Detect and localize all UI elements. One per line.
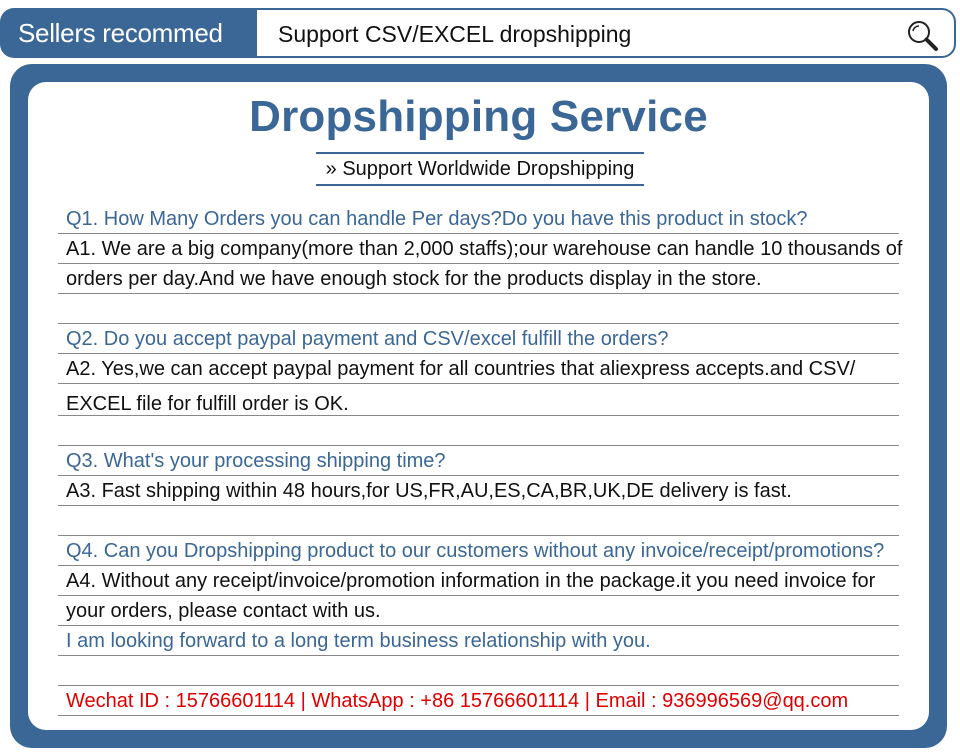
search-icon[interactable] xyxy=(906,19,940,53)
answer-2-line-2: EXCEL file for fulfill order is OK. xyxy=(58,384,899,416)
sellers-recommend-tab[interactable]: Sellers recommed xyxy=(0,8,258,58)
spacer-row xyxy=(58,656,899,686)
search-input[interactable]: Support CSV/EXCEL dropshipping xyxy=(278,21,632,47)
answer-1-line-1: A1. We are a big company(more than 2,000 staffs);our warehouse can handle 10 thousands of xyxy=(58,234,899,264)
search-bar[interactable] xyxy=(257,8,956,58)
spacer-row xyxy=(58,506,899,536)
answer-4-line-2: your orders, please contact with us. xyxy=(58,596,899,626)
question-1: Q1. How Many Orders you can handle Per days?Do you have this product in stock? xyxy=(58,204,899,234)
content-frame xyxy=(10,64,947,748)
answer-2-line-1: A2. Yes,we can accept paypal payment for all countries that aliexpress accepts.and CSV/ xyxy=(58,354,899,384)
answer-1-line-2: orders per day.And we have enough stock for the products display in the store. xyxy=(58,264,899,294)
page-title: Dropshipping Service xyxy=(249,92,708,141)
answer-4-line-1: A4. Without any receipt/invoice/promotion information in the package.it you need invoice for xyxy=(58,566,899,596)
answer-3-line-1: A3. Fast shipping within 48 hours,for US,FR,AU,ES,CA,BR,UK,DE delivery is fast. xyxy=(58,476,899,506)
question-4: Q4. Can you Dropshipping product to our customers without any invoice/receipt/promotions? xyxy=(58,536,899,566)
top-bar xyxy=(0,8,960,58)
contact-info: Wechat ID : 15766601114 | WhatsApp : +86 15766601114 | Email : 936996569@qq.com xyxy=(58,686,899,716)
closing-line: I am looking forward to a long term business relationship with you. xyxy=(58,626,899,656)
subtitle: » Support Worldwide Dropshipping xyxy=(316,152,644,186)
question-2: Q2. Do you accept paypal payment and CSV/excel fulfill the orders? xyxy=(58,324,899,354)
question-3: Q3. What's your processing shipping time? xyxy=(58,446,899,476)
faq-panel xyxy=(28,82,929,730)
spacer-row xyxy=(58,416,899,446)
spacer-row xyxy=(58,294,899,324)
